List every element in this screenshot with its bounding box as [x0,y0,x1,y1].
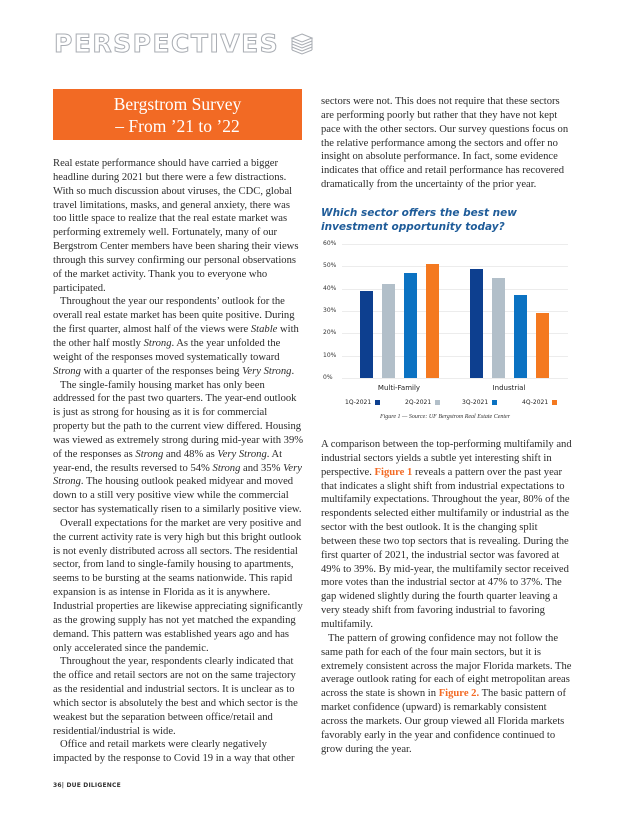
paragraph: Real estate performance should have carried a bigger headline during 2021 but there were a few distractions. With so much discussion about viruses, the CDC, global travel limitations, masks, and general anxiety, there was too little space to realize that the real estate market was performing extremely well. Fortunately, many of our Bergstrom Center members have been sharing their views through this survey confirming our personal observations of the market activity. Thank you to everyone who participated. [53,158,299,294]
figure-2-link[interactable]: Figure 2. [438,688,480,700]
bar-industrial-1q-2021 [470,269,483,378]
chart-title: Which sector offers the best new investment opportunity today? [321,207,517,233]
paragraph: The pattern of growing confidence may not follow the same path for each of the four main sectors, but it is extremely consistent across the major Florida markets. The average outlook rating for each of eight metropolitan areas across the state is shown in Figure 2. The basic pattern of market confidence (upward) is remarkably consistent across the markets. Our group viewed all Florida markets favorably early in the year and confidence continued to grow during the year. [321,632,572,755]
paragraph: A comparison between the top-performing multifamily and industrial sectors yields a subtle yet interesting shift in perspective. Figure 1 reveals a pattern over the past year that indicates a slight shift from industrial expectations to multifamily expectations. Throughout the year, 80% of the respondents selected either multifamily or industrial as the sector with the best outlook. It is the changing split between these two top sectors that is revealing. During the first quarter of 2021, the industrial sector was favored at 49% to 39%. By mid-year, the multifamily sector received more votes than the industrial sector at 47% to 37%. The gap widened slightly during the fourth quarter leaving a very steady shift from favoring industrial to favoring multifamily. [321,439,572,630]
legend-item [462,399,497,406]
legend-swatch-icon [552,400,557,405]
article-title-line1: Bergstrom Survey [113,94,242,114]
grid-line [342,266,568,267]
legend-label: 3Q-2021 [462,399,489,406]
y-axis-tick-label: 60% [323,240,337,247]
grid-line [342,333,568,334]
right-column-top [321,95,571,192]
x-axis-category-label: Industrial [492,384,526,392]
bar-industrial-2q-2021 [492,278,505,379]
legend-label: 4Q-2021 [522,399,549,406]
chart-legend [345,399,585,409]
y-axis-tick-label: 30% [323,307,337,314]
bar-multi-family-3q-2021 [404,273,417,378]
right-column-bottom [321,438,573,756]
y-axis-tick-label: 10% [323,351,337,359]
grid-line [342,356,568,357]
y-axis-tick-label: 20% [323,329,337,337]
page-number: 36 [53,782,62,789]
bar-multi-family-2q-2021 [382,284,395,378]
legend-item [405,399,440,406]
bar-multi-family-1q-2021 [360,291,373,378]
paragraph: sectors were not. This does not require that these sectors are performing poorly but rather that they have not kept pace with the other sectors. Our survey questions focus on the relative performance among the sectors and offer no insight on absolute performance. In fact, some evidence indicates that office and retail performance has recovered dramatically from the uncertainty of the prior year. [321,96,569,191]
grid-line [342,378,568,379]
legend-swatch-icon [435,400,440,405]
paragraph: Overall expectations for the market are very positive and the current activity rate is very high but this bright outlook is not evenly distributed across all sectors. The residential sector, from land to single-family housing to apartments, seems to be bursting at the seams nationwide. This rapid expansion is as intense in Florida as it is anywhere. Industrial properties are likewise appreciating significantly as the growing supply has not yet matched the expanding demand. This pattern was established years ago and has only accelerated since the pandemic. [53,517,303,654]
grid-line [342,244,568,245]
paragraph: Office and retail markets were clearly negatively impacted by the response to Covid 19 in a way that other [53,739,295,765]
article-title-line2: – From ’21 to ’22 [115,116,240,136]
figure-caption: Figure 1 — Source: UF Bergstrom Real Estate Center [379,414,511,420]
paragraph: Throughout the year, respondents clearly indicated that the office and retail sectors are not on the same trajectory as the residential and industrial sectors. It is unclear as to which sector is absolutely the best and which sector is the weakest but the separation between office/retail and residential/industrial is wide. [53,656,298,737]
page-footer [53,782,121,789]
legend-swatch-icon [492,400,497,405]
footer-separator: | [61,782,65,789]
legend-swatch-icon [375,400,380,405]
paragraph: The single-family housing market has only been addressed for the past two quarters. The year-end outlook is just as strong for housing as it is for commercial property but the path to the current view differed. Housing was viewed as extremely strong during mid-year with 39% of the responses as Strong and 48% as Very Strong. At year-end, the results reversed to 54% Strong and 35% Very Strong. The housing outlook peaked midyear and moved down to a still very positive view while the commercial sector has systematically risen to a similarly positive view. [53,379,304,516]
section-header [54,31,315,57]
y-axis-tick-label: 0% [323,374,333,381]
y-axis-tick-label: 40% [323,284,337,292]
paragraph: Throughout the year our respondents’ outlook for the overall real estate market has been quite positive. During the first quarter, almost half of the views were Stable with the other half mostly Strong. As the year unfolded the weight of the responses moved systematically toward Strong with a quarter of the responses being Very Strong. [53,296,299,377]
legend-item [522,399,557,406]
bar-industrial-4q-2021 [536,313,549,378]
grid-line [342,289,568,290]
section-title: PERSPECTIVES [54,29,280,58]
legend-label: 2Q-2021 [405,399,432,406]
legend-item [345,399,380,406]
left-column [53,157,305,766]
figure-1-link[interactable]: Figure 1 [374,466,413,478]
publication-name: DUE DILIGENCE [66,782,121,789]
bar-multi-family-4q-2021 [426,264,439,378]
x-axis-category-label: Multi-Family [377,384,421,392]
bar-industrial-3q-2021 [514,295,527,378]
y-axis-tick-label: 50% [323,262,337,270]
bar-chart [320,236,590,392]
layers-icon [289,32,315,56]
article-title [53,89,302,140]
legend-label: 1Q-2021 [345,399,372,406]
grid-line [342,311,568,312]
